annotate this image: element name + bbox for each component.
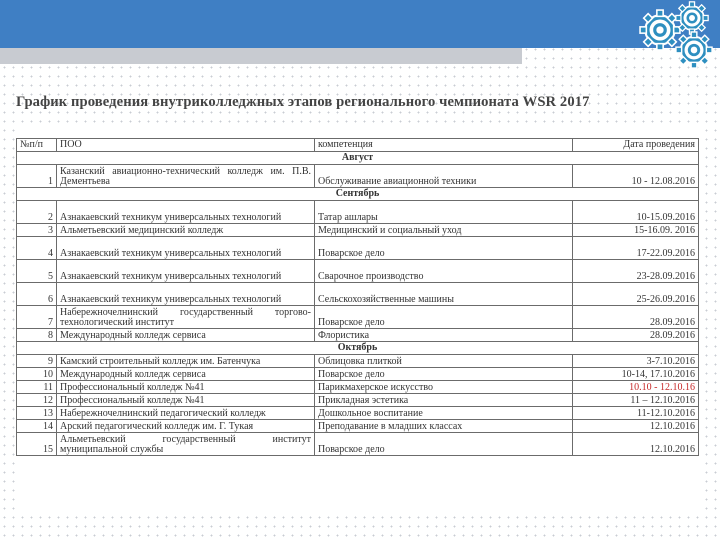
row-org: Азнакаевский техникум универсальных технологий — [57, 201, 315, 224]
row-date: 3-7.10.2016 — [573, 355, 699, 368]
table-row — [17, 407, 699, 420]
row-date-highlighted: 10.10 - 12.10.16 — [573, 381, 699, 394]
schedule-table — [16, 138, 699, 456]
header-org: ПОО — [57, 139, 315, 152]
table-row — [17, 224, 699, 237]
row-num: 4 — [17, 237, 57, 260]
row-date: 10-14, 17.10.2016 — [573, 368, 699, 381]
row-num: 2 — [17, 201, 57, 224]
row-org: Профессиональный колледж №41 — [57, 394, 315, 407]
row-org: Набережночелнинский педагогический колледж — [57, 407, 315, 420]
row-competence: Сварочное производство — [315, 260, 573, 283]
schedule-panel — [16, 124, 702, 516]
row-date: 11 – 12.10.2016 — [573, 394, 699, 407]
row-org: Азнакаевский техникум универсальных технологий — [57, 237, 315, 260]
table-row — [17, 329, 699, 342]
header-num: №п/п — [17, 139, 57, 152]
row-num: 1 — [17, 165, 57, 188]
table-row — [17, 260, 699, 283]
row-org: Международный колледж сервиса — [57, 329, 315, 342]
table-row — [17, 381, 699, 394]
row-date: 17-22.09.2016 — [573, 237, 699, 260]
table-row — [17, 306, 699, 329]
header-date: Дата проведения — [573, 139, 699, 152]
table-row — [17, 355, 699, 368]
table-row — [17, 420, 699, 433]
row-date: 12.10.2016 — [573, 433, 699, 456]
row-num: 12 — [17, 394, 57, 407]
row-competence: Флористика — [315, 329, 573, 342]
row-date: 10-15.09.2016 — [573, 201, 699, 224]
row-competence: Прикладная эстетика — [315, 394, 573, 407]
row-competence: Преподавание в младших классах — [315, 420, 573, 433]
month-label: Август — [17, 152, 699, 165]
row-competence: Медицинский и социальный уход — [315, 224, 573, 237]
gears-icon — [634, 0, 720, 70]
row-competence: Дошкольное воспитание — [315, 407, 573, 420]
row-num: 8 — [17, 329, 57, 342]
row-date: 12.10.2016 — [573, 420, 699, 433]
row-competence: Сельскохозяйственные машины — [315, 283, 573, 306]
row-org: Альметьевский медицинский колледж — [57, 224, 315, 237]
month-row-september — [17, 188, 699, 201]
page-title: График проведения внутриколледжных этапов регионального чемпионата WSR 2017 — [16, 94, 590, 110]
row-date: 11-12.10.2016 — [573, 407, 699, 420]
row-org: Азнакаевский техникум универсальных технологий — [57, 260, 315, 283]
row-date: 23-28.09.2016 — [573, 260, 699, 283]
row-competence: Обслуживание авиационной техники — [315, 165, 573, 188]
row-num: 15 — [17, 433, 57, 456]
row-competence: Поварское дело — [315, 433, 573, 456]
row-org: Международный колледж сервиса — [57, 368, 315, 381]
row-num: 3 — [17, 224, 57, 237]
row-num: 11 — [17, 381, 57, 394]
row-date: 25-26.09.2016 — [573, 283, 699, 306]
row-date: 28.09.2016 — [573, 329, 699, 342]
row-competence: Поварское дело — [315, 237, 573, 260]
row-competence: Поварское дело — [315, 306, 573, 329]
row-date: 10 - 12.08.2016 — [573, 165, 699, 188]
row-num: 13 — [17, 407, 57, 420]
row-date: 28.09.2016 — [573, 306, 699, 329]
month-label: Октябрь — [17, 342, 699, 355]
table-row — [17, 368, 699, 381]
row-org: Азнакаевский техникум универсальных технологий — [57, 283, 315, 306]
row-competence: Поварское дело — [315, 368, 573, 381]
top-banner — [0, 0, 720, 48]
month-row-august — [17, 152, 699, 165]
row-org: Камский строительный колледж им. Батенчука — [57, 355, 315, 368]
table-row — [17, 433, 699, 456]
row-num: 14 — [17, 420, 57, 433]
banner-strip — [0, 48, 522, 64]
month-row-october — [17, 342, 699, 355]
table-row — [17, 201, 699, 224]
row-num: 7 — [17, 306, 57, 329]
month-label: Сентябрь — [17, 188, 699, 201]
header-competence: компетенция — [315, 139, 573, 152]
table-row — [17, 394, 699, 407]
row-competence: Парикмахерское искусство — [315, 381, 573, 394]
table-header-row — [17, 139, 699, 152]
table-row — [17, 283, 699, 306]
row-org: Казанский авиационно-технический колледж им. П.В. Дементьева — [57, 165, 315, 188]
row-org: Набережночелнинский государственный торгово-технологический институт — [57, 306, 315, 329]
row-num: 5 — [17, 260, 57, 283]
table-row — [17, 237, 699, 260]
row-org: Арский педагогический колледж им. Г. Тукая — [57, 420, 315, 433]
row-org: Профессиональный колледж №41 — [57, 381, 315, 394]
row-num: 9 — [17, 355, 57, 368]
row-num: 10 — [17, 368, 57, 381]
row-date: 15-16.09. 2016 — [573, 224, 699, 237]
row-competence: Облицовка плиткой — [315, 355, 573, 368]
table-row — [17, 165, 699, 188]
row-competence: Татар ашлары — [315, 201, 573, 224]
row-org: Альметьевский государственный институт муниципальной службы — [57, 433, 315, 456]
row-num: 6 — [17, 283, 57, 306]
